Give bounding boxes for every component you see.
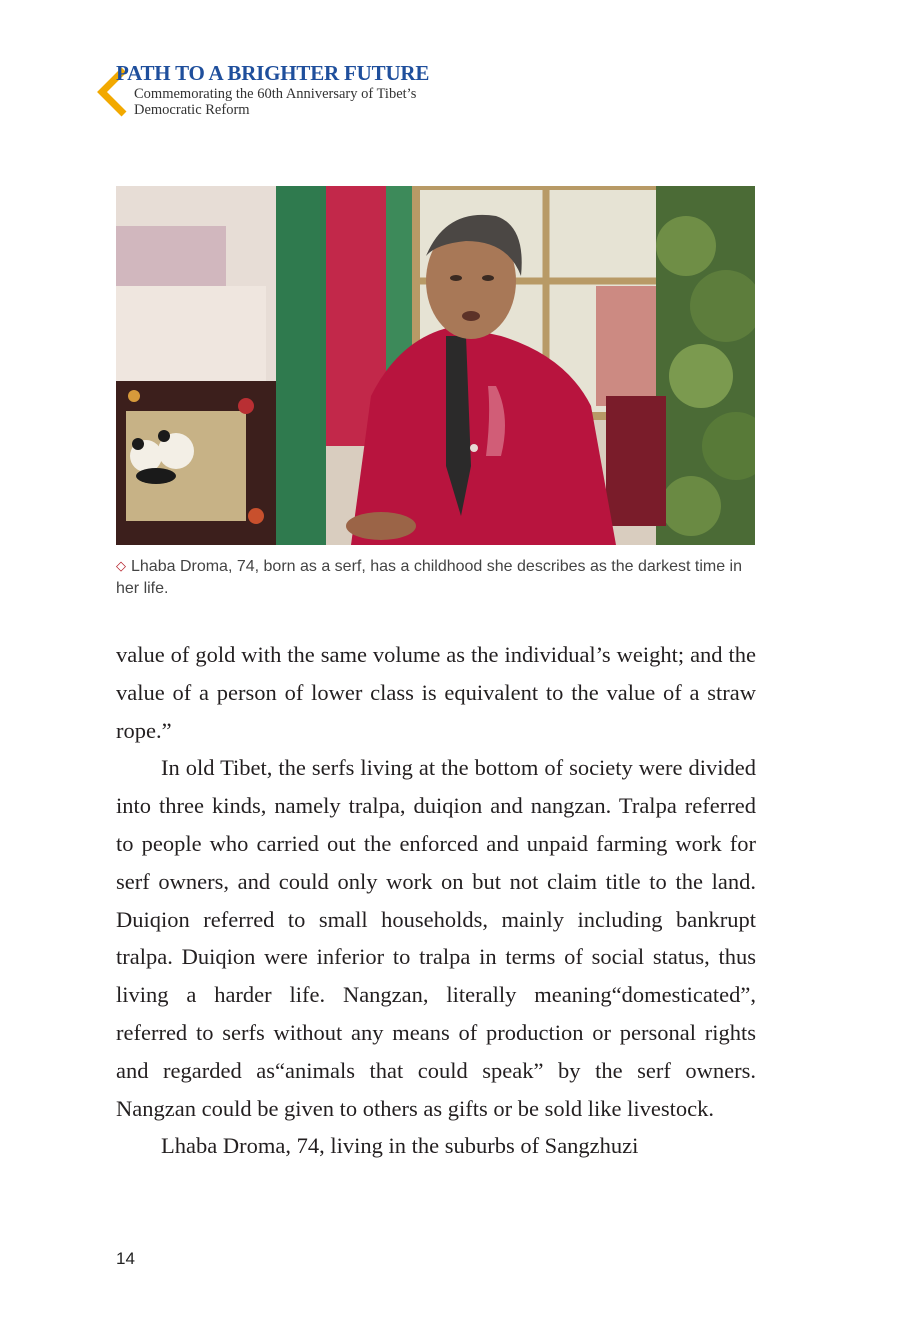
caption-text: Lhaba Droma, 74, born as a serf, has a childhood she describes as the darkest time in her life. (116, 558, 743, 597)
photo-illustration (116, 186, 755, 545)
page-header (86, 60, 506, 122)
header-subtitle (134, 86, 416, 118)
paragraph: In old Tibet, the serfs living at the bottom of society were divided into three kinds, namely tralpa, duiqion and nangzan. Tralpa referred to people who carried out the enforced and unpaid farming work for serf owners, and could only work on but not claim title to the land. Duiqion referred to small households, mainly including bankrupt tralpa. Duiqion were inferior to tralpa in terms of social status, thus living a harder life. Nangzan, literally meaning“domesticated”, referred to serfs without any means of production or personal rights and regarded as“animals that could speak” by the serf owners. Nangzan could be given to others as gifts or be sold like livestock. (116, 755, 756, 1121)
paragraph: value of gold with the same volume as the individual’s weight; and the value of a person of lower class is equivalent to the value of a straw rope.” (116, 642, 756, 743)
body-text (116, 636, 756, 1165)
diamond-outline-icon: ◇ (116, 558, 126, 573)
paragraph: Lhaba Droma, 74, living in the suburbs of Sangzhuzi (161, 1133, 639, 1159)
photo-caption (116, 555, 756, 600)
header-subtitle-line1: Commemorating the 60th Anniversary of Tibet’s (134, 86, 417, 102)
header-subtitle-line2: Democratic Reform (134, 102, 250, 118)
page-number: 14 (116, 1249, 135, 1268)
header-title: PATH TO A BRIGHTER FUTURE (116, 61, 430, 85)
photo-elderly-woman (116, 186, 755, 545)
